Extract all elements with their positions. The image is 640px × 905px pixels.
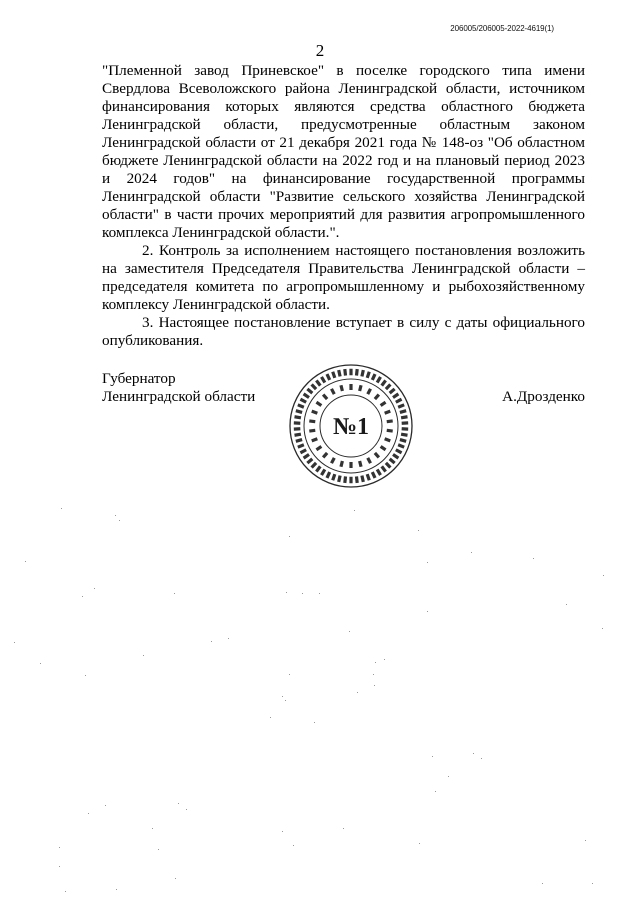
seal-letter-mark	[398, 443, 405, 448]
seal-letter-mark	[306, 388, 313, 395]
seal-letter-mark	[303, 393, 310, 399]
scan-speck	[59, 847, 60, 848]
seal-letter-mark	[389, 458, 396, 465]
seal-letter-mark	[360, 370, 365, 377]
seal-letter-mark	[294, 415, 301, 419]
seal-letter-mark	[392, 453, 399, 459]
seal-letter-mark	[366, 388, 372, 395]
scan-speck	[427, 562, 428, 563]
seal-letter-mark	[380, 445, 387, 451]
seal-letter-mark	[384, 410, 391, 415]
seal-letter-mark	[374, 452, 380, 459]
seal-letter-mark	[374, 394, 380, 401]
scan-speck	[270, 717, 271, 718]
seal-letter-mark	[297, 403, 304, 408]
scan-speck	[65, 891, 66, 892]
seal-letter-mark	[326, 373, 332, 380]
seal-letter-mark	[395, 448, 402, 454]
seal-letter-mark	[330, 388, 336, 395]
signatory-name: А.Дрозденко	[502, 388, 585, 405]
seal-letter-mark	[339, 461, 344, 468]
seal-letter-mark	[311, 410, 318, 415]
seal-letter-mark	[310, 462, 317, 469]
seal-letter-mark	[399, 409, 406, 414]
scan-speck	[354, 510, 355, 511]
seal-letter-mark	[331, 474, 336, 481]
seal-letter-mark	[387, 419, 393, 423]
scan-speck	[282, 831, 283, 832]
seal-letter-mark	[322, 452, 328, 459]
seal-letter-mark	[349, 477, 352, 484]
scan-speck	[319, 593, 320, 594]
scan-speck	[435, 791, 436, 792]
seal-letter-mark	[343, 476, 347, 483]
seal-letter-mark	[358, 461, 363, 468]
seal-letter-mark	[387, 429, 393, 433]
seal-letter-mark	[316, 401, 323, 407]
scan-speck	[418, 530, 419, 531]
seal-letter-mark	[401, 415, 408, 419]
document-id: 206005/206005-2022-4619(1)	[450, 24, 554, 33]
seal-letter-mark	[358, 385, 363, 392]
seal-letter-mark	[330, 457, 336, 464]
scan-speck	[228, 638, 229, 639]
seal-letter-mark	[320, 376, 326, 383]
seal-letter-mark	[401, 433, 408, 437]
scan-speck	[289, 536, 290, 537]
scan-speck	[302, 593, 303, 594]
scan-speck	[602, 628, 603, 629]
scan-speck	[152, 828, 153, 829]
seal-letter-mark	[294, 421, 301, 425]
seal-letter-mark	[366, 457, 372, 464]
seal-letter-mark	[349, 384, 352, 390]
seal-letter-mark	[294, 433, 301, 437]
scan-speck	[105, 805, 106, 806]
seal-letter-mark	[355, 369, 359, 376]
seal-letter-mark	[297, 443, 304, 448]
seal-letter-mark	[385, 462, 392, 469]
scan-speck	[603, 575, 604, 576]
signatory-title-line-1: Губернатор	[102, 370, 176, 387]
seal-letter-mark	[295, 409, 302, 414]
seal-letter-mark	[300, 398, 307, 404]
seal-letter-mark	[371, 471, 377, 478]
seal-letter-mark	[310, 383, 317, 390]
scan-speck	[427, 611, 428, 612]
seal-letter-mark	[337, 475, 342, 482]
seal-letter-mark	[294, 427, 301, 431]
seal-letter-mark	[360, 475, 365, 482]
seal-letter-mark	[399, 438, 406, 443]
scan-speck	[286, 592, 287, 593]
seal-letter-mark	[366, 371, 371, 378]
scan-speck	[119, 520, 120, 521]
signatory-title-line-2: Ленинградской области	[102, 388, 256, 405]
scan-speck	[282, 696, 283, 697]
seal-letter-mark	[315, 465, 321, 472]
document-body	[102, 62, 585, 350]
scan-speck	[40, 663, 41, 664]
scan-speck	[61, 508, 62, 509]
seal-letter-mark	[343, 369, 347, 376]
seal-letter-mark	[303, 453, 310, 459]
scan-speck	[343, 828, 344, 829]
seal-letter-mark	[376, 376, 382, 383]
paragraph-2: 2. Контроль за исполнением настоящего постановления возложить на заместителя Председателя Правительства Ленинградской области – председателя комитета по агропромышленному и рыбохозяйственному комплексу Ленинградской области.	[102, 242, 585, 313]
scan-speck	[82, 596, 83, 597]
scan-speck	[471, 552, 472, 553]
seal-number: №1	[332, 414, 370, 440]
seal-letter-mark	[384, 437, 391, 442]
seal-letter-mark	[316, 445, 323, 451]
seal-letter-mark	[380, 401, 387, 407]
seal-letter-mark	[309, 429, 315, 433]
seal-letter-mark	[331, 371, 336, 378]
paragraph-continuation: "Племенной завод Приневское" в поселке городского типа имени Свердлова Всеволожского района Ленинградской области, источником финансирования которых являются средства областного бюджета Ленинградской области, предусмотренные областным законом Ленинградской области от 21 декабря 2021 года № 148-оз "Об областном бюджете Ленинградской области на 2022 год и на плановый период 2023 и 2024 годов" на финансирование государственной программы Ленинградской области "Развитие сельского хозяйства Ленинградской области" в части прочих мероприятий для развития агропромышленного комплекса Ленинградской области.".	[102, 62, 585, 241]
scan-speck	[158, 849, 159, 850]
scan-speck	[59, 866, 60, 867]
scan-speck	[375, 662, 376, 663]
scan-speck	[481, 758, 482, 759]
seal-letter-mark	[300, 448, 307, 454]
page-number: 2	[315, 41, 325, 60]
scan-speck	[432, 756, 433, 757]
signatory-title	[102, 370, 255, 406]
scan-speck	[25, 561, 26, 562]
scan-speck	[85, 675, 86, 676]
paragraph-3: 3. Настоящее постановление вступает в силу с даты официального опубликования.	[102, 314, 585, 349]
scan-speck	[592, 883, 593, 884]
scan-speck	[373, 674, 374, 675]
scan-speck	[285, 700, 286, 701]
scan-speck	[384, 659, 385, 660]
scan-speck	[293, 845, 294, 846]
seal-letter-mark	[376, 469, 382, 476]
seal-letter-mark	[385, 383, 392, 390]
scan-speck	[314, 722, 315, 723]
scan-speck	[419, 843, 420, 844]
seal-letter-mark	[306, 458, 313, 465]
seal-letter-mark	[355, 476, 359, 483]
seal-letter-mark	[337, 370, 342, 377]
scan-speck	[357, 692, 358, 693]
seal-letter-mark	[349, 462, 352, 468]
scan-speck	[585, 840, 586, 841]
seal-letter-mark	[398, 403, 405, 408]
seal-letter-mark	[326, 471, 332, 478]
scan-speck	[349, 631, 350, 632]
seal-letter-mark	[295, 438, 302, 443]
seal-letter-mark	[395, 398, 402, 404]
scan-speck	[186, 809, 187, 810]
seal-letter-mark	[320, 469, 326, 476]
seal-letter-mark	[402, 427, 409, 431]
scan-speck	[566, 604, 567, 605]
seal-letter-mark	[339, 385, 344, 392]
scan-speck	[175, 878, 176, 879]
scan-speck	[14, 642, 15, 643]
seal-letter-mark	[315, 379, 321, 386]
seal-letter-mark	[371, 373, 377, 380]
scan-speck	[448, 776, 449, 777]
seal-letter-mark	[311, 437, 318, 442]
seal-letter-mark	[322, 394, 328, 401]
seal-letter-mark	[380, 465, 386, 472]
scan-speck	[178, 803, 179, 804]
seal-letter-mark	[380, 379, 386, 386]
seal-letter-mark	[392, 393, 399, 399]
scan-speck	[88, 813, 89, 814]
scan-speck	[533, 558, 534, 559]
scan-speck	[473, 753, 474, 754]
scan-speck	[289, 674, 290, 675]
seal-letter-mark	[309, 419, 315, 423]
scan-speck	[542, 883, 543, 884]
scan-speck	[94, 588, 95, 589]
seal-letter-mark	[402, 421, 409, 425]
seal-letter-mark	[366, 474, 371, 481]
seal-letter-mark	[349, 369, 352, 376]
scan-speck	[116, 889, 117, 890]
scan-speck	[174, 593, 175, 594]
scan-speck	[211, 641, 212, 642]
scan-speck	[143, 655, 144, 656]
seal-letter-mark	[389, 388, 396, 395]
scan-speck	[115, 515, 116, 516]
scan-speck	[374, 685, 375, 686]
official-seal-stamp	[287, 362, 415, 490]
